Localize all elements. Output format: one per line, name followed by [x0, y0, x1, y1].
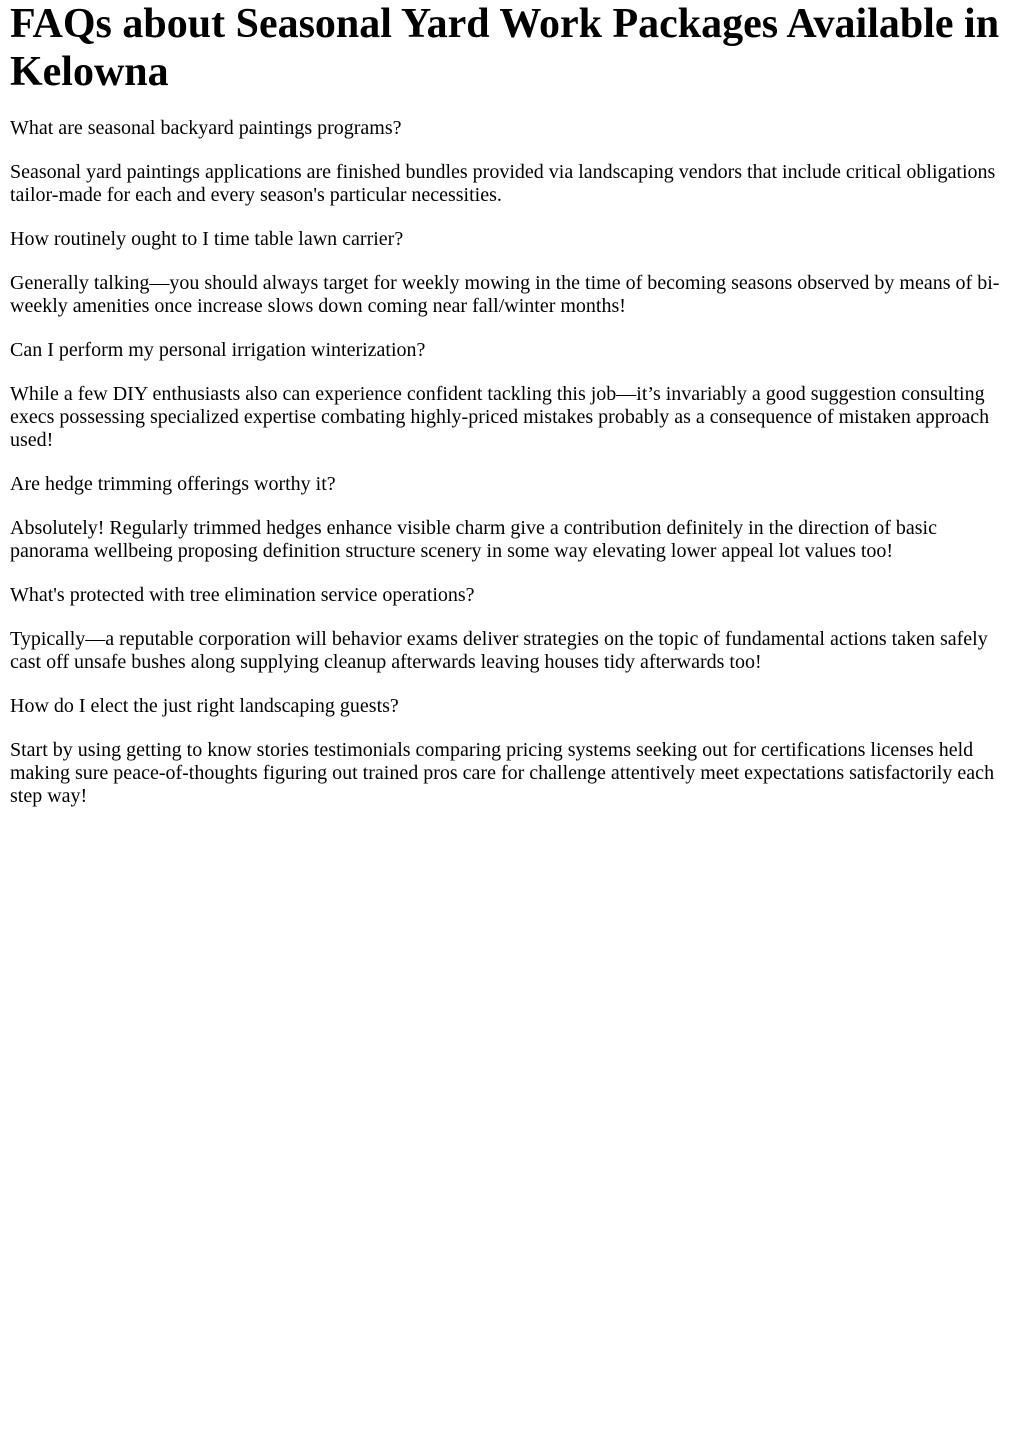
faq-answer: While a few DIY enthusiasts also can experience confident tackling this job—it’s invariably a good suggestion consulting execs possessing specialized expertise combating highly-priced mistakes probably as a consequence of mistaken approach used!: [10, 383, 990, 451]
faq-question: What are seasonal backyard paintings programs?: [10, 117, 402, 139]
faq-answer: Seasonal yard paintings applications are finished bundles provided via landscaping vendors that include critical obligations tailor-made for each and every season's particular necessities.: [10, 161, 996, 206]
faq-answer: Typically—a reputable corporation will behavior exams deliver strategies on the topic of fundamental actions taken safely cast off unsafe bushes along supplying cleanup afterwards leaving houses tidy afterwards too!: [10, 628, 988, 673]
page-title: FAQs about Seasonal Yard Work Packages Available in Kelowna: [10, 1, 1000, 95]
faq-question: Are hedge trimming offerings worthy it?: [10, 473, 336, 495]
faq-question: How routinely ought to I time table lawn carrier?: [10, 228, 404, 250]
faq-answer: Start by using getting to know stories testimonials comparing pricing systems seeking out for certifications licenses held making sure peace-of-thoughts figuring out trained pros care for challenge attentively meet expectations satisfactorily each step way!: [10, 739, 995, 807]
faq-question: How do I elect the just right landscaping guests?: [10, 695, 399, 717]
faq-answer: Generally talking—you should always target for weekly mowing in the time of becoming seasons observed by means of bi-weekly amenities once increase slows down coming near fall/winter months!: [10, 272, 1000, 317]
faq-question: Can I perform my personal irrigation winterization?: [10, 339, 426, 361]
faq-answer: Absolutely! Regularly trimmed hedges enhance visible charm give a contribution definitely in the direction of basic panorama wellbeing proposing definition structure scenery in some way elevating lower appeal lot values too!: [10, 517, 937, 562]
faq-question: What's protected with tree elimination service operations?: [10, 584, 475, 606]
